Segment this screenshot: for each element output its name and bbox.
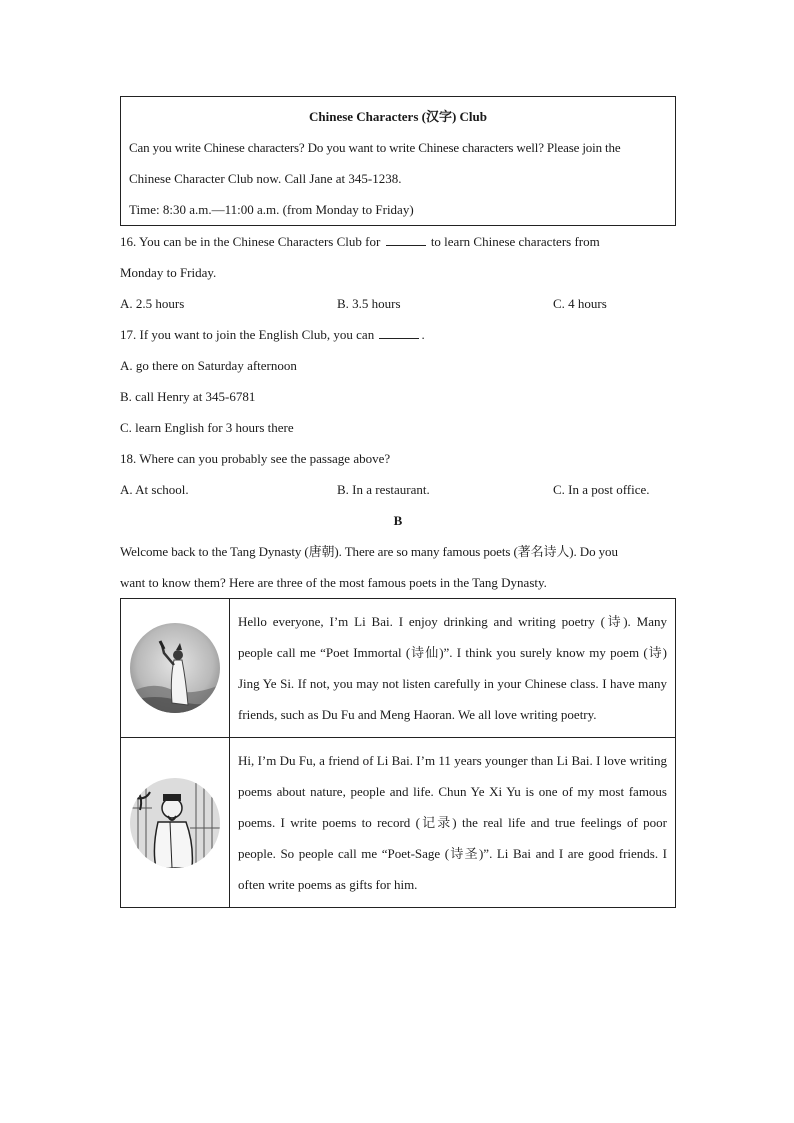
q16-option-c[interactable]: C. 4 hours — [553, 296, 607, 311]
question-16-stem — [120, 226, 676, 257]
question-18-stem: 18. Where can you probably see the passage above? — [120, 451, 391, 466]
poet-description-li-bai: Hello everyone, I’m Li Bai. I enjoy drinking and writing poetry (诗). Many people call me “Poet Immortal (诗仙)”. I think you surely know my poem (诗) Jing Ye Si. If not, you may not listen carefully in your Chinese class. I have many friends, such as Du Fu and Meng Haoran. We all love writing poetry. — [230, 599, 676, 738]
poets-table — [120, 598, 676, 908]
q18-option-c[interactable]: C. In a post office. — [553, 482, 650, 497]
q18-option-b[interactable]: B. In a restaurant. — [337, 482, 430, 497]
section-b-intro-line-1: Welcome back to the Tang Dynasty (唐朝). There are so many famous poets (著名诗人). Do you — [120, 544, 618, 559]
question-18-options — [120, 474, 676, 505]
poet-row-li-bai — [121, 599, 676, 738]
worksheet-page — [120, 96, 676, 908]
club-text-line-1: Can you write Chinese characters? Do you want to write Chinese characters well? Please join the — [129, 140, 621, 155]
poet-image-cell — [121, 599, 230, 738]
club-title: Chinese Characters (汉字) Club — [308, 109, 487, 124]
q17-stem-part-a: 17. If you want to join the English Club, you can — [120, 327, 375, 342]
q16-option-a[interactable]: A. 2.5 hours — [120, 296, 185, 311]
answer-blank — [386, 233, 426, 246]
li-bai-portrait-icon — [130, 623, 220, 713]
section-b-intro-line-2: want to know them? Here are three of the most famous poets in the Tang Dynasty. — [120, 575, 547, 590]
club-text-line-2: Chinese Character Club now. Call Jane at 345-1238. — [129, 171, 402, 186]
poet-description-du-fu: Hi, I’m Du Fu, a friend of Li Bai. I’m 11 years younger than Li Bai. I love writing poems about nature, people and life. Chun Ye Xi Yu is one of my most famous poems. I write poems to record (记录) the real life and true feelings of poor people. So people call me “Poet-Sage (诗圣)”. Li Bai and I are good friends. I often write poems as gifts for him. — [230, 738, 676, 908]
q17-option-b[interactable]: B. call Henry at 345-6781 — [120, 389, 256, 404]
section-b-heading: B — [393, 513, 403, 528]
q16-stem-part-b: to learn Chinese characters from — [430, 234, 600, 249]
q18-option-a[interactable]: A. At school. — [120, 482, 189, 497]
poet-image-cell — [121, 738, 230, 908]
q16-stem-part-a: 16. You can be in the Chinese Characters Club for — [120, 234, 381, 249]
q16-stem-part-c: Monday to Friday. — [120, 265, 217, 280]
q17-stem-end: . — [421, 327, 425, 342]
answer-blank — [379, 326, 419, 339]
du-fu-portrait-icon — [130, 778, 220, 868]
poet-row-du-fu — [121, 738, 676, 908]
q17-option-a[interactable]: A. go there on Saturday afternoon — [120, 358, 297, 373]
question-17-stem — [120, 319, 676, 350]
question-16-options — [120, 288, 676, 319]
club-notice-box — [120, 96, 676, 226]
q16-option-b[interactable]: B. 3.5 hours — [337, 296, 401, 311]
q17-option-c[interactable]: C. learn English for 3 hours there — [120, 420, 294, 435]
club-time-line: Time: 8:30 a.m.—11:00 a.m. (from Monday to Friday) — [129, 202, 414, 217]
